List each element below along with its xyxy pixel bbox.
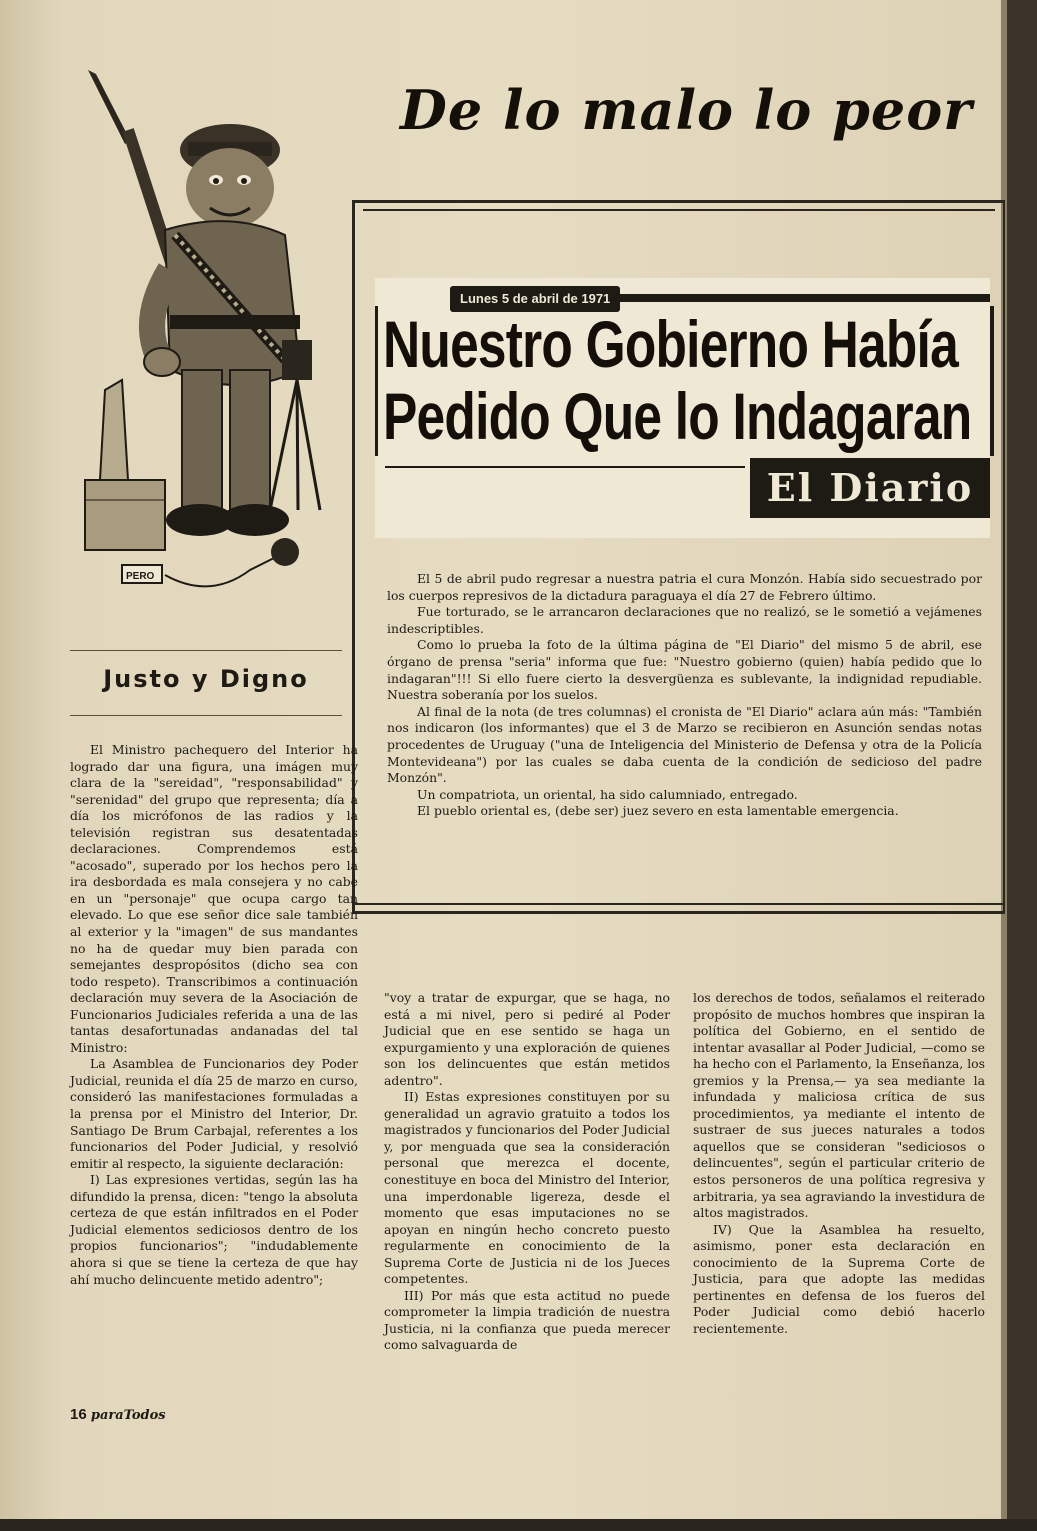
clipping-sub-rule (385, 466, 745, 468)
newspaper-logo: El Diario (750, 458, 990, 518)
boxed-article (352, 200, 1005, 914)
magazine-name: paraTodos (90, 1408, 166, 1423)
column-paragraph: III) Por más que esta actitud no puede comprometer la limpia tradición de nuestra Justicia, ni la confianza que pueda merecer como salvaguarda de (384, 1287, 670, 1353)
soldier-caricature-drawing (70, 70, 340, 610)
box-paragraph: Fue torturado, se le arrancaron declaraciones que no realizó, se le sometió a vejámenes indescriptibles. (387, 604, 982, 636)
column-paragraph: los derechos de todos, señalamos el reiterado propósito de muchos hombres que inspiran la política del Gobierno, en el sentido de intentar avasallar al Poder Judicial, —como se ha hecho con el Parlamento, la Enseñanza, los gremios y la Prensa,— ya sea mediante la infundada y maliciosa crítica de sus procedimientos, ya mediante el intento de sustraer de sus jueces naturales a todos aquellos que se consideran "sediciosos o delincuentes", según el particular criterio de estos personeros de una política regresiva y arbitraria, ya sea agraviando la investidura de altos magistrados. (693, 990, 985, 1221)
article-column-2 (384, 990, 670, 1354)
page-number: 16 (70, 1406, 87, 1423)
clipping-headline (383, 307, 972, 453)
column-paragraph: El Ministro pachequero del Interior ha logrado dar una figura, una imágen muy clara de la "sereidad", "responsabilidad" y "serenidad" del grupo que representa; día a día los micrófonos de las radios y la televisión registran sus desatentadas declaraciones. Comprendemos está "acosado", superado por los hechos pero la ira desbordada es mala consejera y no cabe en un "personaje" que ocupa cargo tan elevado. Lo que ese señor dice sale también al exterior y la "imagen" de sus mandantes no ha de quedar muy bien parada con semejantes despropósitos (dicho sea con todo respeto). Transcribimos a continuación declaración muy severa de la Asociación de Funcionarios Judiciales referida a una de las tantas desafortunadas andanadas del tal Ministro: (70, 742, 358, 1055)
box-bottom-rule (355, 903, 1003, 905)
binding-edge-bottom (0, 1519, 1037, 1531)
clipping-headline-line2: Pedido Que lo Indagaran (383, 379, 972, 453)
article-column-1 (70, 742, 358, 1288)
clipping-date: Lunes 5 de abril de 1971 (450, 286, 620, 312)
binding-edge-right (1007, 0, 1037, 1531)
clipping-top-bar (615, 294, 990, 302)
clipping-headline-line1: Nuestro Gobierno Había (383, 307, 958, 381)
box-paragraph: El 5 de abril pudo regresar a nuestra patria el cura Monzón. Había sido secuestrado por los cuerpos represivos de la dictadura paraguaya el día 27 de Febrero último. (387, 571, 982, 603)
box-top-rule (363, 209, 995, 211)
side-heading: Justo y Digno (103, 665, 309, 693)
column-paragraph: La Asamblea de Funcionarios dey Poder Judicial, reunida el día 25 de marzo en curso, consideró las manifestaciones formuladas a la prensa por el Ministro del Interior, Dr. Santiago De Brum Carbajal, referentes a los funcionarios del Poder Judicial, y resolvió emitir al respecto, la siguiente declaración: (70, 1056, 358, 1171)
article-title: De lo malo lo peor (400, 78, 973, 142)
column-paragraph: I) Las expresiones vertidas, según las ha difundido la prensa, dicen: "tengo la absoluta certeza de que están infiltrados en el Poder Judicial elementos sediciosos dentro de los propios funcionarios"; "indudablemente ahora si que se tiene la certeza de que hay ahí mucho delincuente metido adentro"; (70, 1172, 358, 1287)
box-paragraph: El pueblo oriental es, (debe ser) juez severo en esta lamentable emergencia. (417, 803, 899, 819)
column-paragraph: IV) Que la Asamblea ha resuelto, asimismo, poner esta declaración en conocimiento de la Suprema Corte de Justicia, para que adopte las medidas pertinentes en defensa de los fueros del Poder Judicial como debió hacerlo recientemente. (693, 1221, 985, 1336)
box-body-text (387, 571, 982, 820)
box-paragraph: Un compatriota, un oriental, ha sido calumniado, entregado. (417, 786, 798, 802)
side-heading-rule-bottom (70, 715, 342, 716)
illustration-label: PERO (126, 571, 155, 582)
column-paragraph: "voy a tratar de expurgar, que se haga, no está a mi nivel, pero si pediré al Poder Judicial que en ese sentido se haga un expurgamiento y una exploración de quienes son los delincuentes que están metidos adentro". (384, 990, 670, 1088)
column-paragraph: II) Estas expresiones constituyen por su generalidad un agravio gratuito a todos los magistrados y funcionarios del Poder Judicial y, por menguada que sea la consideración personal que merezca el docente, conestituye en boca del Ministro del Interior, una imperdonable ligereza, desde el momento que esas imputaciones no se apoyan en ningún hecho concreto puesto regularmente en conocimiento de la Suprema Corte de Justicia ni de los Jueces competentes. (384, 1089, 670, 1287)
box-paragraph: Como lo prueba la foto de la última página de "El Diario" del mismo 5 de abril, ese órgano de prensa "seria" informa que fue: "Nuestro gobierno (quien) había pedido que lo indagaran"!!! Si ello fuere cierto la desvergüenza es sublevante, la indignidad repudiable. Nuestra soberanía por los suelos. (387, 637, 982, 703)
article-column-3 (693, 990, 985, 1337)
side-heading-rule-top (70, 650, 342, 651)
caricature-illustration (70, 70, 340, 610)
newspaper-clipping (375, 278, 990, 538)
box-paragraph: Al final de la nota (de tres columnas) el cronista de "El Diario" aclara aún más: "También nos indicaron (los informantes) que el 3 de Marzo se recibieron en Asunción sendas notas procedentes de Uruguay ("una de Inteligencia del Ministerio de Defensa y otra de la Policía Montevideana") por las cuales se daba cuenta de la condición de sedicioso del padre Monzón". (387, 703, 982, 786)
page-footer (70, 1406, 166, 1423)
